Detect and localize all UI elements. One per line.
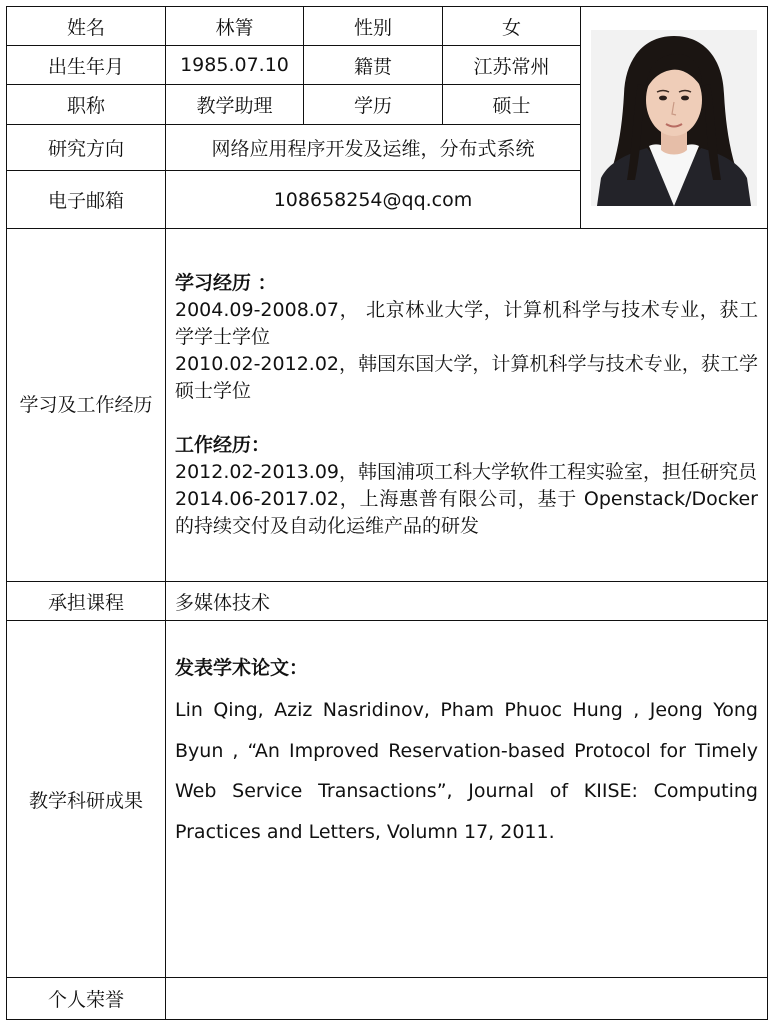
honors-label: 个人荣誉 — [7, 978, 166, 1020]
degree-label: 学历 — [304, 85, 443, 125]
research-value: 网络应用程序开发及运维，分布式系统 — [166, 125, 581, 171]
email-label: 电子邮箱 — [7, 171, 166, 229]
row-history — [7, 229, 768, 582]
results-label: 教学科研成果 — [7, 621, 166, 978]
work-item: 2012.02-2013.09，韩国浦项工科大学软件工程实验室，担任研究员 — [175, 461, 757, 483]
name-value: 林箐 — [166, 7, 304, 46]
photo-cell — [581, 7, 768, 229]
work-item: 2014.06-2017.02，上海惠普有限公司，基于 Openstack/Docker 的持续交付及自动化运维产品的研发 — [175, 488, 758, 537]
title-label: 职称 — [7, 85, 166, 125]
birth-value: 1985.07.10 — [166, 46, 304, 85]
history-label: 学习及工作经历 — [7, 229, 166, 582]
work-heading: 工作经历： — [175, 434, 271, 456]
email-value: 108658254@qq.com — [166, 171, 581, 229]
portrait-photo — [591, 30, 757, 206]
degree-value: 硕士 — [443, 85, 581, 125]
paper-heading: 发表学术论文： — [175, 657, 309, 679]
courses-label: 承担课程 — [7, 582, 166, 621]
study-item: 2004.09-2008.07， 北京林业大学，计算机科学与技术专业，获工学学士学位 — [175, 299, 758, 348]
gender-value: 女 — [443, 7, 581, 46]
origin-value: 江苏常州 — [443, 46, 581, 85]
row-results — [7, 621, 768, 978]
gender-label: 性别 — [304, 7, 443, 46]
birth-label: 出生年月 — [7, 46, 166, 85]
name-label: 姓名 — [7, 7, 166, 46]
paper-citation: Lin Qing, Aziz Nasridinov, Pham Phuoc Hung , Jeong Yong Byun , “An Improved Reservation-based Protocol for Timely Web Service Transactions”, Journal of KIISE: Computing Practices and Letters, Volumn 17, 2011. — [175, 699, 758, 843]
results-content — [166, 621, 768, 978]
title-value: 教学助理 — [166, 85, 304, 125]
profile-table — [6, 6, 768, 1020]
row-name — [7, 7, 768, 46]
row-honors — [7, 978, 768, 1020]
courses-value: 多媒体技术 — [166, 582, 768, 621]
history-content — [166, 229, 768, 582]
study-item: 2010.02-2012.02，韩国东国大学，计算机科学与技术专业，获工学硕士学位 — [175, 353, 758, 402]
honors-value — [166, 978, 768, 1020]
research-label: 研究方向 — [7, 125, 166, 171]
row-courses — [7, 582, 768, 621]
origin-label: 籍贯 — [304, 46, 443, 85]
section-spacer — [175, 405, 758, 432]
study-heading: 学习经历 ： — [175, 272, 277, 294]
